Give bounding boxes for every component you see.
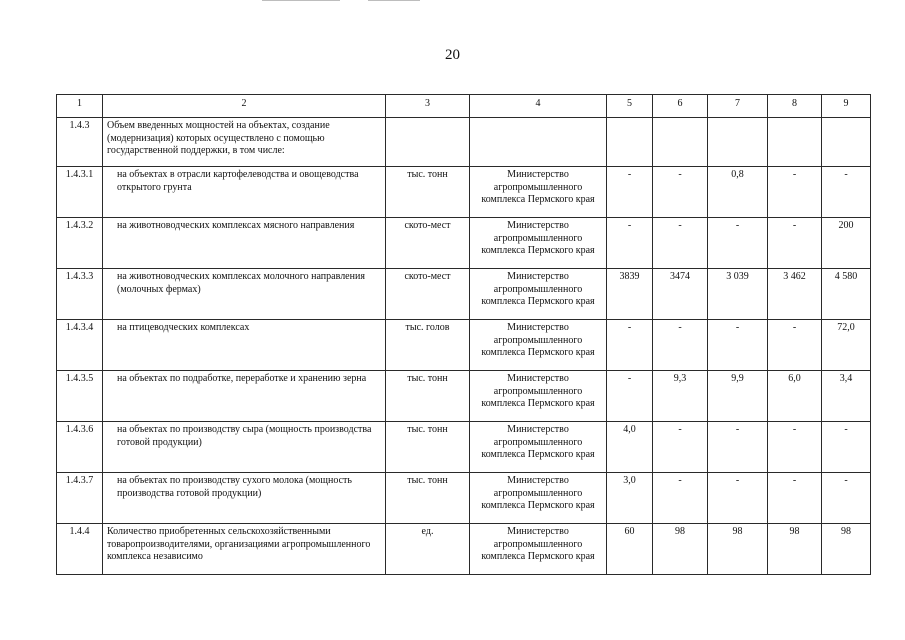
table-row <box>57 524 871 575</box>
value-cell: - <box>708 218 768 269</box>
value-cell: 4,0 <box>607 422 653 473</box>
table-row <box>57 473 871 524</box>
table-row <box>57 269 871 320</box>
responsible-cell: Министерство агропромышленного комплекса Пермского края <box>470 524 607 575</box>
value-cell: - <box>768 167 822 218</box>
table-row <box>57 371 871 422</box>
value-cell <box>607 118 653 167</box>
value-cell <box>708 118 768 167</box>
indicator-name: Количество приобретенных сельскохозяйственными товаропроизводителями, организациями агропромышленного комплекса независимо <box>103 524 386 575</box>
indicator-name: на объектах по производству сухого молока (мощность производства готовой продукции) <box>103 473 386 524</box>
page-number: 20 <box>445 47 460 63</box>
value-cell: 4 580 <box>822 269 871 320</box>
value-cell: 98 <box>822 524 871 575</box>
unit-cell: тыс. голов <box>386 320 470 371</box>
value-cell <box>768 118 822 167</box>
header-cell: 7 <box>708 95 768 118</box>
row-number: 1.4.3.2 <box>57 218 103 269</box>
row-number: 1.4.3 <box>57 118 103 167</box>
responsible-cell <box>470 118 607 167</box>
value-cell: 9,3 <box>653 371 708 422</box>
unit-cell: ед. <box>386 524 470 575</box>
header-cell: 5 <box>607 95 653 118</box>
table-row <box>57 218 871 269</box>
header-cell: 1 <box>57 95 103 118</box>
row-number: 1.4.3.4 <box>57 320 103 371</box>
value-cell: - <box>607 320 653 371</box>
value-cell: - <box>768 218 822 269</box>
table-row <box>57 422 871 473</box>
header-cell: 9 <box>822 95 871 118</box>
header-cell: 6 <box>653 95 708 118</box>
value-cell: 3474 <box>653 269 708 320</box>
value-cell <box>653 118 708 167</box>
header-cell: 4 <box>470 95 607 118</box>
value-cell: 0,8 <box>708 167 768 218</box>
responsible-cell: Министерство агропромышленного комплекса Пермского края <box>470 473 607 524</box>
responsible-cell: Министерство агропромышленного комплекса Пермского края <box>470 320 607 371</box>
indicator-name: на животноводческих комплексах мясного направления <box>103 218 386 269</box>
table-row <box>57 320 871 371</box>
value-cell: 98 <box>708 524 768 575</box>
value-cell: 9,9 <box>708 371 768 422</box>
value-cell <box>822 118 871 167</box>
value-cell: 6,0 <box>768 371 822 422</box>
unit-cell: тыс. тонн <box>386 422 470 473</box>
value-cell: - <box>653 167 708 218</box>
value-cell: - <box>768 320 822 371</box>
indicator-name: на объектах в отрасли картофелеводства и овощеводства открытого грунта <box>103 167 386 218</box>
value-cell: 200 <box>822 218 871 269</box>
value-cell: 98 <box>768 524 822 575</box>
value-cell: - <box>708 422 768 473</box>
value-cell: - <box>768 422 822 473</box>
value-cell: - <box>607 167 653 218</box>
row-number: 1.4.3.3 <box>57 269 103 320</box>
responsible-cell: Министерство агропромышленного комплекса Пермского края <box>470 269 607 320</box>
value-cell: - <box>708 473 768 524</box>
value-cell: - <box>653 218 708 269</box>
scan-edge-line-right <box>368 0 420 1</box>
value-cell: 3839 <box>607 269 653 320</box>
unit-cell: тыс. тонн <box>386 473 470 524</box>
indicator-name: Объем введенных мощностей на объектах, создание (модернизация) которых осуществлено с помощью государственной поддержки, в том числе: <box>103 118 386 167</box>
row-number: 1.4.3.6 <box>57 422 103 473</box>
value-cell: 3,4 <box>822 371 871 422</box>
table-row <box>57 167 871 218</box>
row-number: 1.4.4 <box>57 524 103 575</box>
row-number: 1.4.3.7 <box>57 473 103 524</box>
indicator-name: на птицеводческих комплексах <box>103 320 386 371</box>
header-cell: 3 <box>386 95 470 118</box>
value-cell: - <box>822 167 871 218</box>
indicator-name: на объектах по производству сыра (мощность производства готовой продукции) <box>103 422 386 473</box>
value-cell: 3 462 <box>768 269 822 320</box>
value-cell: 3 039 <box>708 269 768 320</box>
indicator-name: на объектах по подработке, переработке и хранению зерна <box>103 371 386 422</box>
value-cell: - <box>822 422 871 473</box>
responsible-cell: Министерство агропромышленного комплекса Пермского края <box>470 167 607 218</box>
unit-cell: ското-мест <box>386 218 470 269</box>
responsible-cell: Министерство агропромышленного комплекса Пермского края <box>470 422 607 473</box>
responsible-cell: Министерство агропромышленного комплекса Пермского края <box>470 371 607 422</box>
header-row <box>57 95 871 118</box>
unit-cell: тыс. тонн <box>386 371 470 422</box>
value-cell: 98 <box>653 524 708 575</box>
value-cell: 72,0 <box>822 320 871 371</box>
value-cell: - <box>708 320 768 371</box>
row-number: 1.4.3.1 <box>57 167 103 218</box>
value-cell: - <box>653 320 708 371</box>
unit-cell <box>386 118 470 167</box>
header-cell: 2 <box>103 95 386 118</box>
value-cell: - <box>768 473 822 524</box>
row-number: 1.4.3.5 <box>57 371 103 422</box>
value-cell: 60 <box>607 524 653 575</box>
unit-cell: тыс. тонн <box>386 167 470 218</box>
value-cell: - <box>607 371 653 422</box>
table-body <box>57 95 871 575</box>
unit-cell: ското-мест <box>386 269 470 320</box>
indicator-name: на животноводческих комплексах молочного направления (молочных фермах) <box>103 269 386 320</box>
responsible-cell: Министерство агропромышленного комплекса Пермского края <box>470 218 607 269</box>
indicators-table <box>56 94 871 575</box>
value-cell: - <box>653 422 708 473</box>
value-cell: - <box>822 473 871 524</box>
value-cell: - <box>653 473 708 524</box>
header-cell: 8 <box>768 95 822 118</box>
value-cell: 3,0 <box>607 473 653 524</box>
scan-edge-line-left <box>262 0 340 1</box>
value-cell: - <box>607 218 653 269</box>
table-row <box>57 118 871 167</box>
